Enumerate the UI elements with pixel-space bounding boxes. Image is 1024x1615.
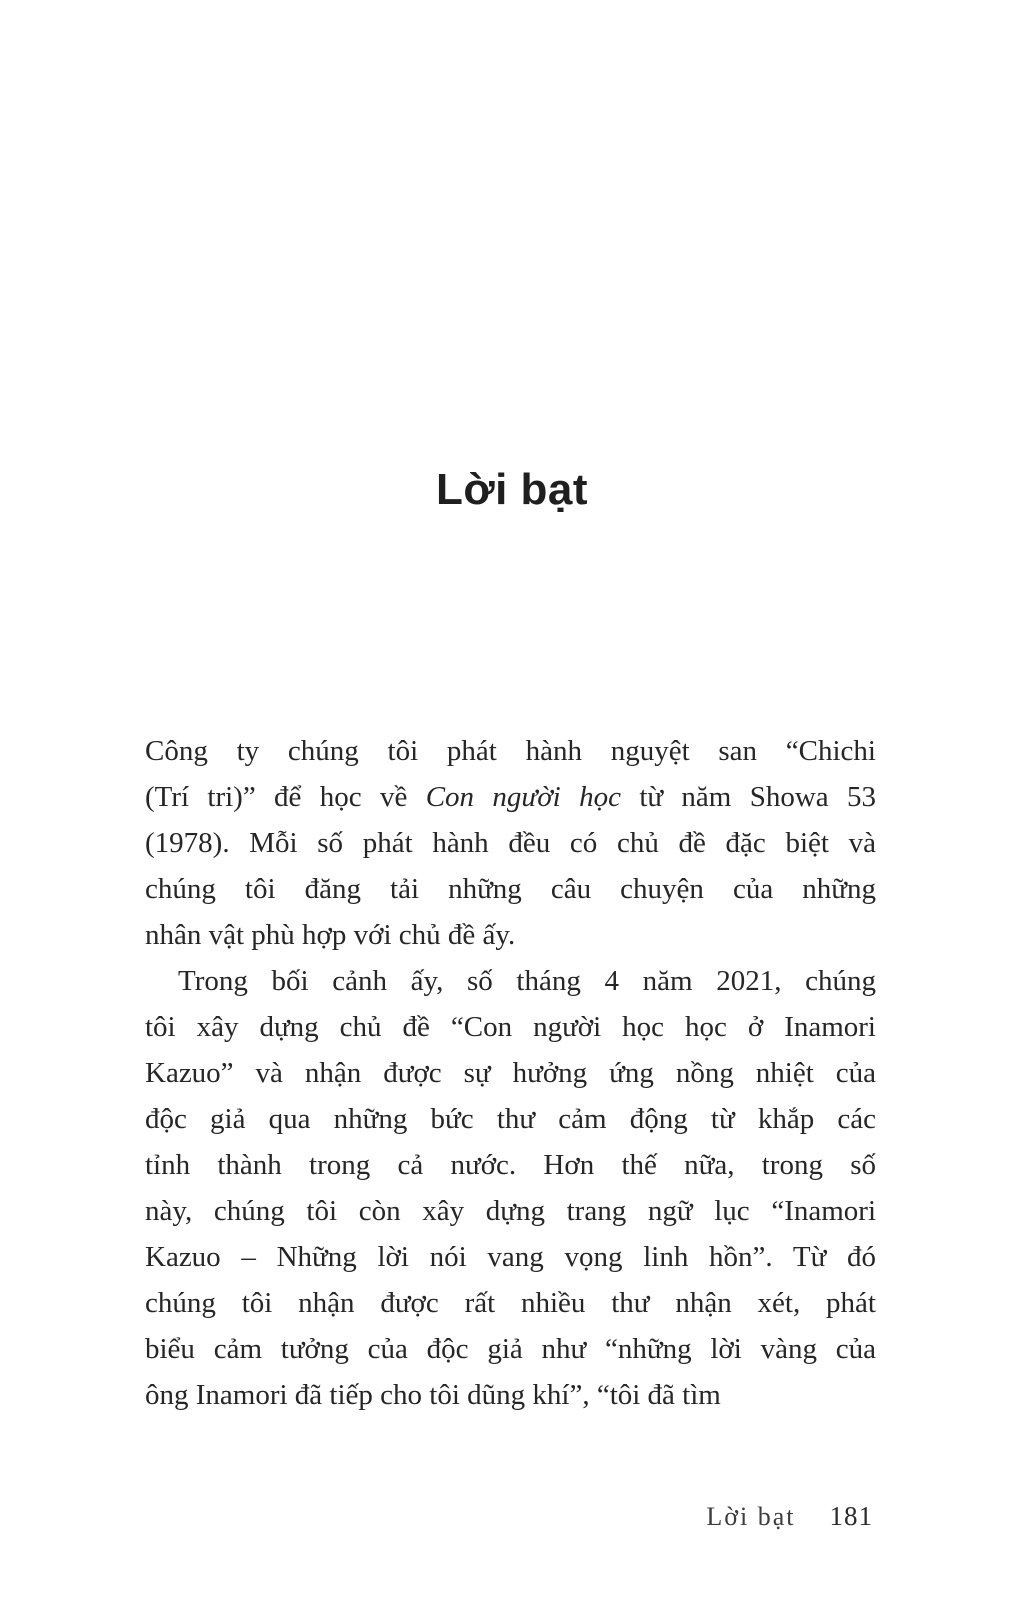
text-line [145,958,876,1004]
text-line [145,1280,876,1326]
text-segment: Công ty chúng tôi phát hành nguyệt san “Chichi [145,735,876,767]
text-line [145,912,876,958]
text-segment: biểu cảm tưởng của độc giả như “những lời vàng của [145,1333,876,1365]
text-segment: từ năm Showa 53 [620,781,876,813]
text-segment: chúng tôi nhận được rất nhiều thư nhận xét, phát [145,1287,876,1319]
text-line [145,866,876,912]
text-segment: độc giả qua những bức thư cảm động từ khắp các [145,1103,876,1135]
text-line [145,820,876,866]
text-segment: ông Inamori đã tiếp cho tôi dũng khí”, “tôi đã tìm [145,1379,721,1411]
text-line [145,1234,876,1280]
text-segment: tỉnh thành trong cả nước. Hơn thế nữa, trong số [145,1149,876,1181]
text-line [145,1142,876,1188]
text-line [145,1004,876,1050]
text-line [145,1372,876,1418]
body-text [145,728,876,1418]
text-line [145,728,876,774]
text-segment: Trong bối cảnh ấy, số tháng 4 năm 2021, chúng [178,965,876,997]
text-line [145,1188,876,1234]
text-line [145,1050,876,1096]
footer-chapter-label: Lời bạt [706,1502,796,1531]
text-segment: (1978). Mỗi số phát hành đều có chủ đề đặc biệt và [145,827,876,859]
text-line [145,774,876,820]
text-segment: này, chúng tôi còn xây dựng trang ngữ lục “Inamori [145,1195,876,1227]
text-segment: tôi xây dựng chủ đề “Con người học học ở Inamori [145,1011,876,1043]
text-segment: (Trí tri)” để học về [145,781,426,813]
page-footer [706,1502,873,1531]
italic-text: Con người học [425,781,621,813]
text-line [145,1326,876,1372]
text-segment: Kazuo – Những lời nói vang vọng linh hồn”. Từ đó [145,1241,876,1273]
text-segment: Kazuo” và nhận được sự hưởng ứng nồng nhiệt của [145,1057,876,1089]
text-line [145,1096,876,1142]
footer-page-number: 181 [829,1501,873,1531]
text-segment: chúng tôi đăng tải những câu chuyện của những [145,873,876,905]
chapter-title: Lời bạt [435,465,589,514]
text-segment: nhân vật phù hợp với chủ đề ấy. [145,919,516,951]
